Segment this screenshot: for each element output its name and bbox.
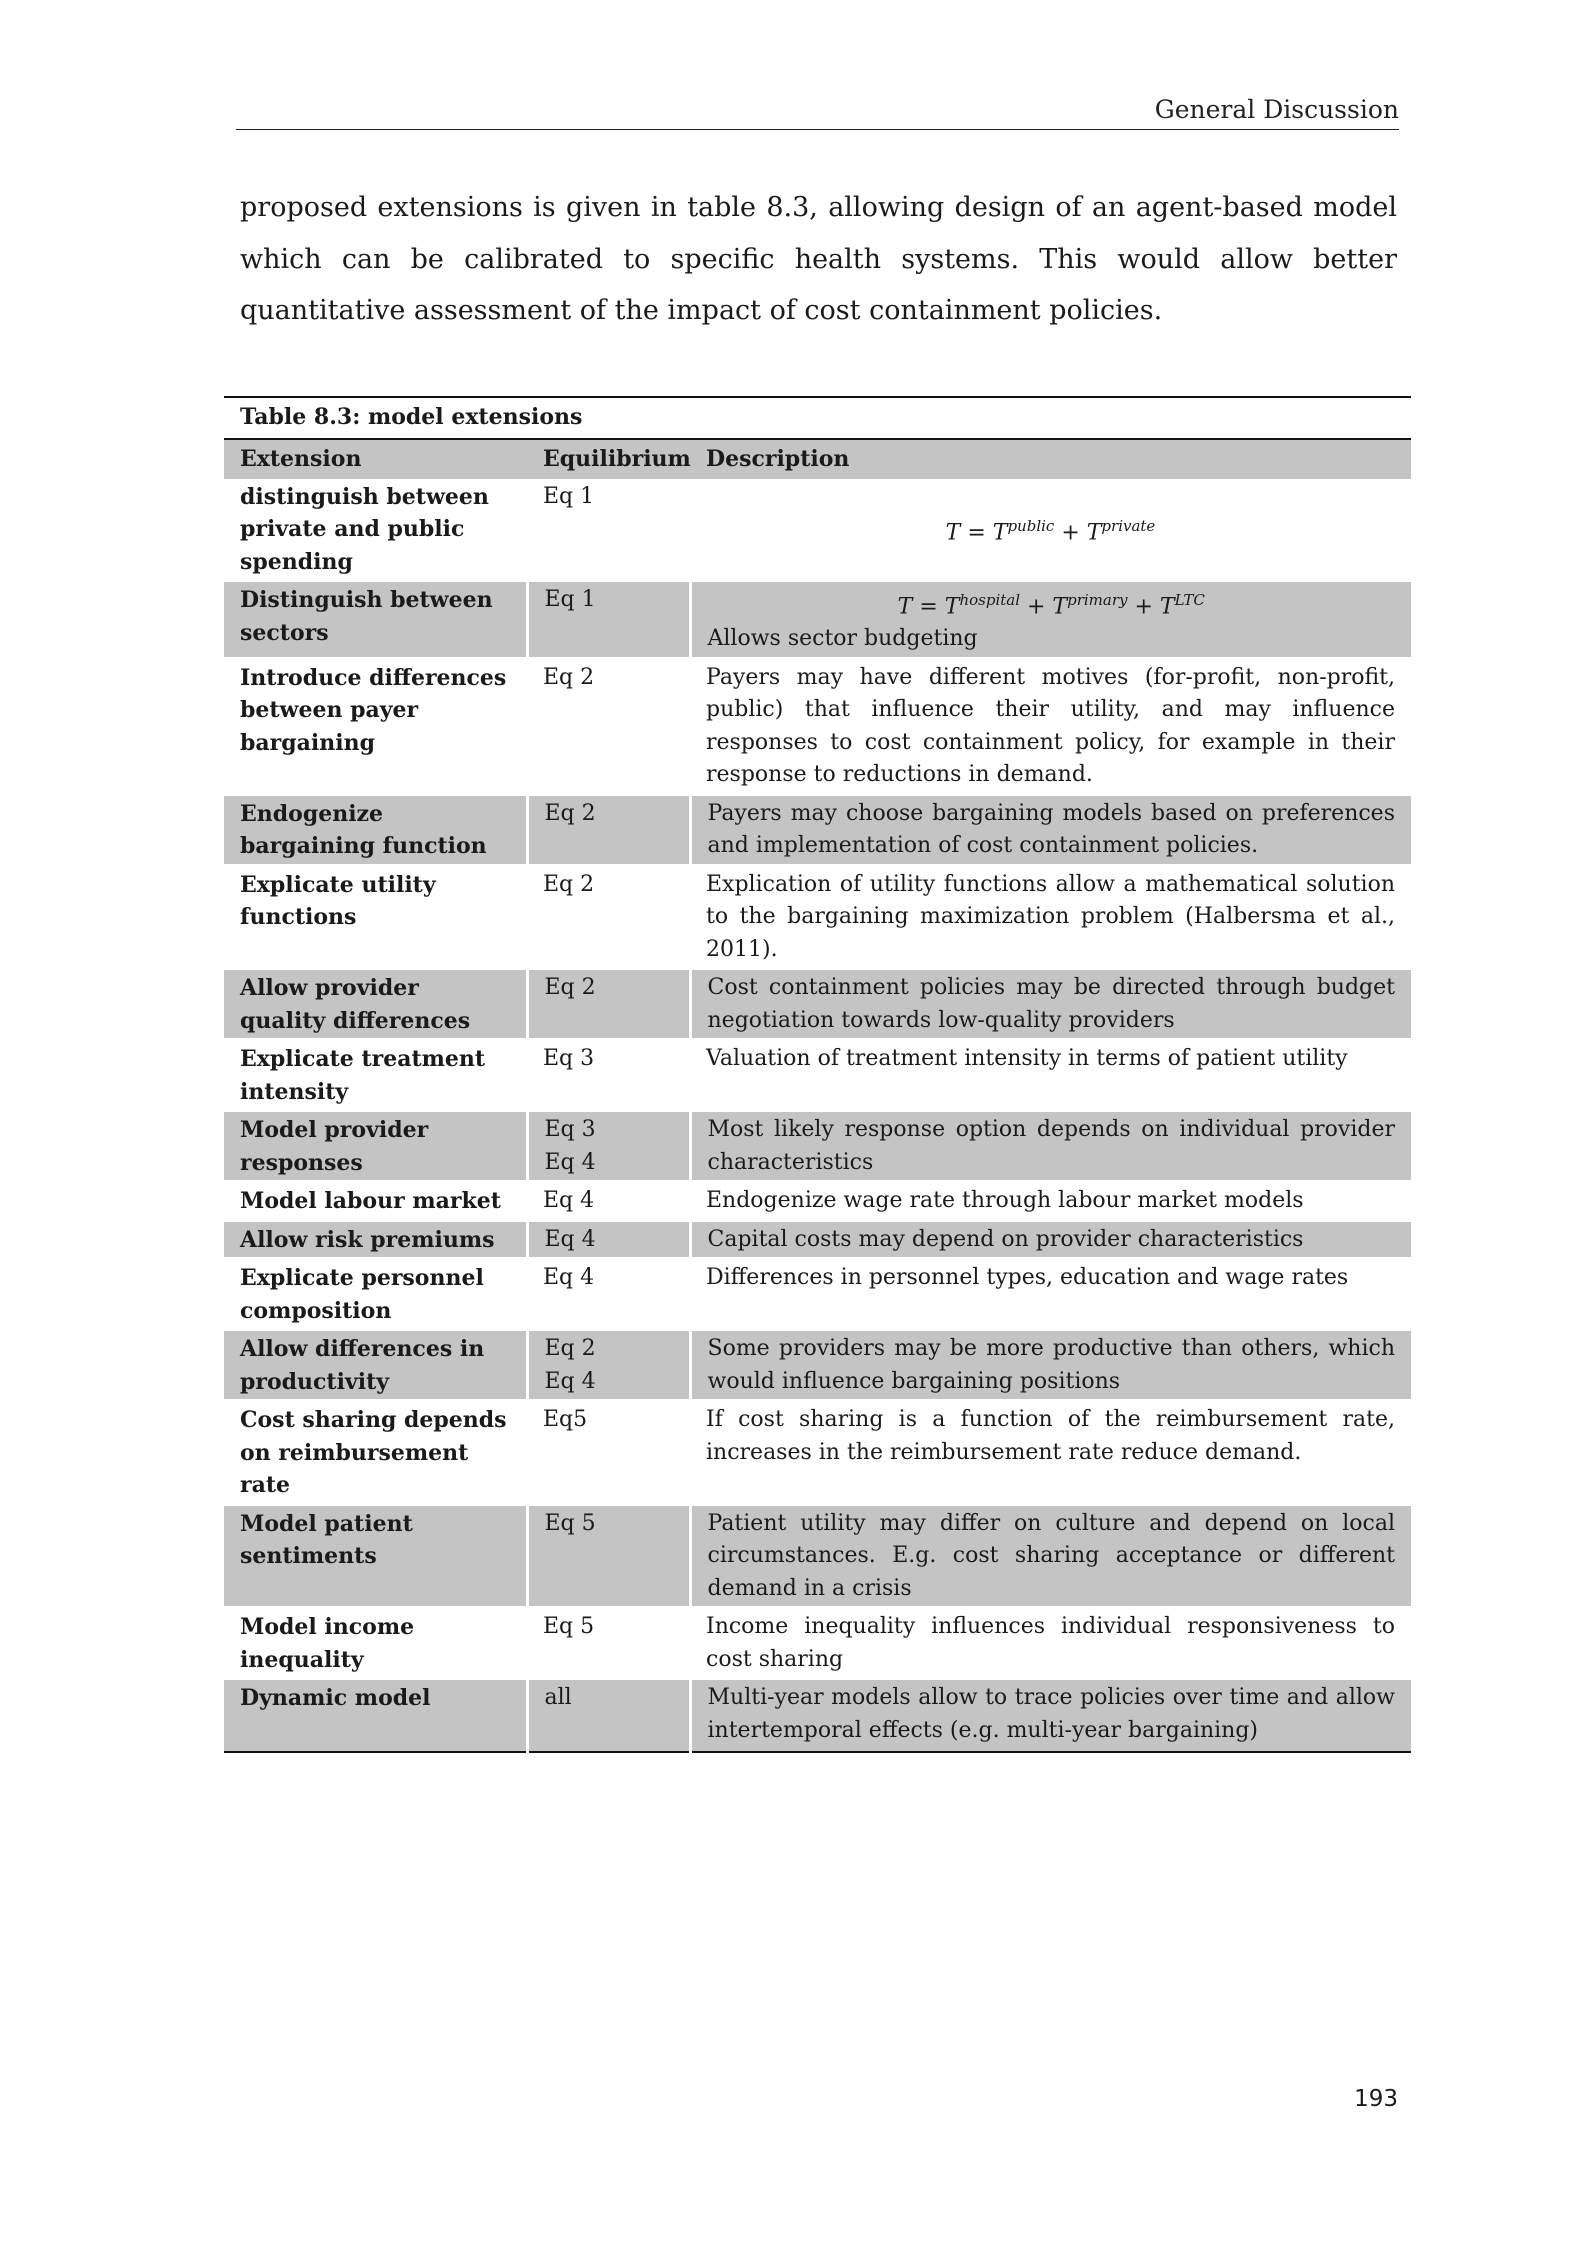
description-cell: Capital costs may depend on provider characteristics xyxy=(690,1220,1411,1259)
equilibrium-cell: Eq 4 xyxy=(527,1220,690,1259)
extension-cell: Cost sharing depends on reimbursement rate xyxy=(224,1401,527,1505)
equilibrium-cell: Eq 1 xyxy=(527,479,690,581)
intro-paragraph: proposed extensions is given in table 8.3, allowing design of an agent-based model which can be calibrated to specific health systems. This would allow better quantitative assessment of the impact of cost containment policies. xyxy=(240,192,1397,326)
model-extensions-table xyxy=(224,396,1411,1753)
description-cell: Explication of utility functions allow a mathematical solution to the bargaining maximization problem (Halbersma et al., 2011). xyxy=(690,865,1411,969)
equilibrium-value: Eq 2 xyxy=(544,1336,596,1362)
table-row xyxy=(224,1401,1411,1505)
extension-cell: Explicate personnel composition xyxy=(224,1259,527,1330)
running-header: General Discussion xyxy=(236,92,1399,130)
table-row xyxy=(224,581,1411,659)
page-number: 193 xyxy=(1354,2086,1398,2112)
description-cell xyxy=(690,479,1411,581)
table-row xyxy=(224,794,1411,865)
extension-cell: Distinguish between sectors xyxy=(224,581,527,659)
description-cell: Multi-year models allow to trace policies over time and allow intertemporal effects (e.g. multi-year bargaining) xyxy=(690,1679,1411,1753)
description-cell: Some providers may be more productive than others, which would influence bargaining positions xyxy=(690,1330,1411,1401)
table-row xyxy=(224,1608,1411,1679)
description-cell: Cost containment policies may be directed through budget negotiation towards low-quality providers xyxy=(690,969,1411,1040)
table-row xyxy=(224,969,1411,1040)
formula-sectors: $T = T^{hospital} + T^{primary} + T^{LTC}$ xyxy=(897,591,1205,620)
table-row xyxy=(224,479,1411,581)
formula-public-private: $T = T^{public} + T^{private}$ xyxy=(945,516,1156,545)
description-cell: Patient utility may differ on culture and depend on local circumstances. E.g. cost sharing acceptance or different demand in a crisis xyxy=(690,1504,1411,1608)
description-cell: Differences in personnel types, education and wage rates xyxy=(690,1259,1411,1330)
description-cell: Payers may choose bargaining models based on preferences and implementation of cost containment policies. xyxy=(690,794,1411,865)
equilibrium-cell: Eq 2 xyxy=(527,969,690,1040)
description-text: Allows sector budgeting xyxy=(707,626,978,652)
description-cell xyxy=(690,581,1411,659)
extension-cell: Allow risk premiums xyxy=(224,1220,527,1259)
equilibrium-cell: Eq 2 xyxy=(527,794,690,865)
extension-cell: distinguish between private and public spending xyxy=(224,479,527,581)
description-cell: Endogenize wage rate through labour market models xyxy=(690,1182,1411,1221)
header-equilibrium: Equilibrium xyxy=(527,440,690,479)
equilibrium-cell: Eq 4 xyxy=(527,1182,690,1221)
equilibrium-cell: all xyxy=(527,1679,690,1753)
equilibrium-cell: Eq 5 xyxy=(527,1504,690,1608)
equilibrium-cell: Eq 4 xyxy=(527,1259,690,1330)
description-cell: Income inequality influences individual responsiveness to cost sharing xyxy=(690,1608,1411,1679)
table-row xyxy=(224,865,1411,969)
equilibrium-value: Eq 3 xyxy=(544,1117,596,1143)
extension-cell: Allow provider quality differences xyxy=(224,969,527,1040)
description-cell: Most likely response option depends on individual provider characteristics xyxy=(690,1111,1411,1182)
header-extension: Extension xyxy=(224,440,527,479)
extension-cell: Explicate utility functions xyxy=(224,865,527,969)
table-row xyxy=(224,1330,1411,1401)
equilibrium-value-2: Eq 4 xyxy=(544,1149,596,1175)
table-row xyxy=(224,1259,1411,1330)
extension-cell: Dynamic model xyxy=(224,1679,527,1753)
description-cell: Valuation of treatment intensity in terms of patient utility xyxy=(690,1040,1411,1111)
description-cell: Payers may have different motives (for-profit, non-profit, public) that influence their utility, and may influence responses to cost containment policy, for example in their response to reductions in demand. xyxy=(690,658,1411,794)
equilibrium-value-2: Eq 4 xyxy=(544,1368,596,1394)
table-header-row xyxy=(224,440,1411,479)
extension-cell: Model provider responses xyxy=(224,1111,527,1182)
extension-cell: Endogenize bargaining function xyxy=(224,794,527,865)
model-extensions-table-wrapper xyxy=(224,396,1411,1753)
table-row xyxy=(224,1220,1411,1259)
table-row xyxy=(224,1504,1411,1608)
equilibrium-cell: Eq 2 xyxy=(527,658,690,794)
table-row xyxy=(224,1182,1411,1221)
table-caption: Table 8.3: model extensions xyxy=(224,396,1411,440)
equilibrium-cell: Eq 1 xyxy=(527,581,690,659)
extension-cell: Model income inequality xyxy=(224,1608,527,1679)
header-description: Description xyxy=(690,440,1411,479)
equilibrium-cell: Eq 3 xyxy=(527,1040,690,1111)
table-row xyxy=(224,1679,1411,1753)
description-cell: If cost sharing is a function of the reimbursement rate, increases in the reimbursement rate reduce demand. xyxy=(690,1401,1411,1505)
equilibrium-cell: Eq 2 xyxy=(527,865,690,969)
table-row xyxy=(224,658,1411,794)
equilibrium-cell: Eq 5 xyxy=(527,1608,690,1679)
extension-cell: Explicate treatment intensity xyxy=(224,1040,527,1111)
equilibrium-cell: Eq5 xyxy=(527,1401,690,1505)
equilibrium-cell xyxy=(527,1111,690,1182)
extension-cell: Allow differences in productivity xyxy=(224,1330,527,1401)
extension-cell: Model patient sentiments xyxy=(224,1504,527,1608)
extension-cell: Model labour market xyxy=(224,1182,527,1221)
extension-cell: Introduce differences between payer bargaining xyxy=(224,658,527,794)
table-row xyxy=(224,1040,1411,1111)
table-row xyxy=(224,1111,1411,1182)
equilibrium-cell xyxy=(527,1330,690,1401)
